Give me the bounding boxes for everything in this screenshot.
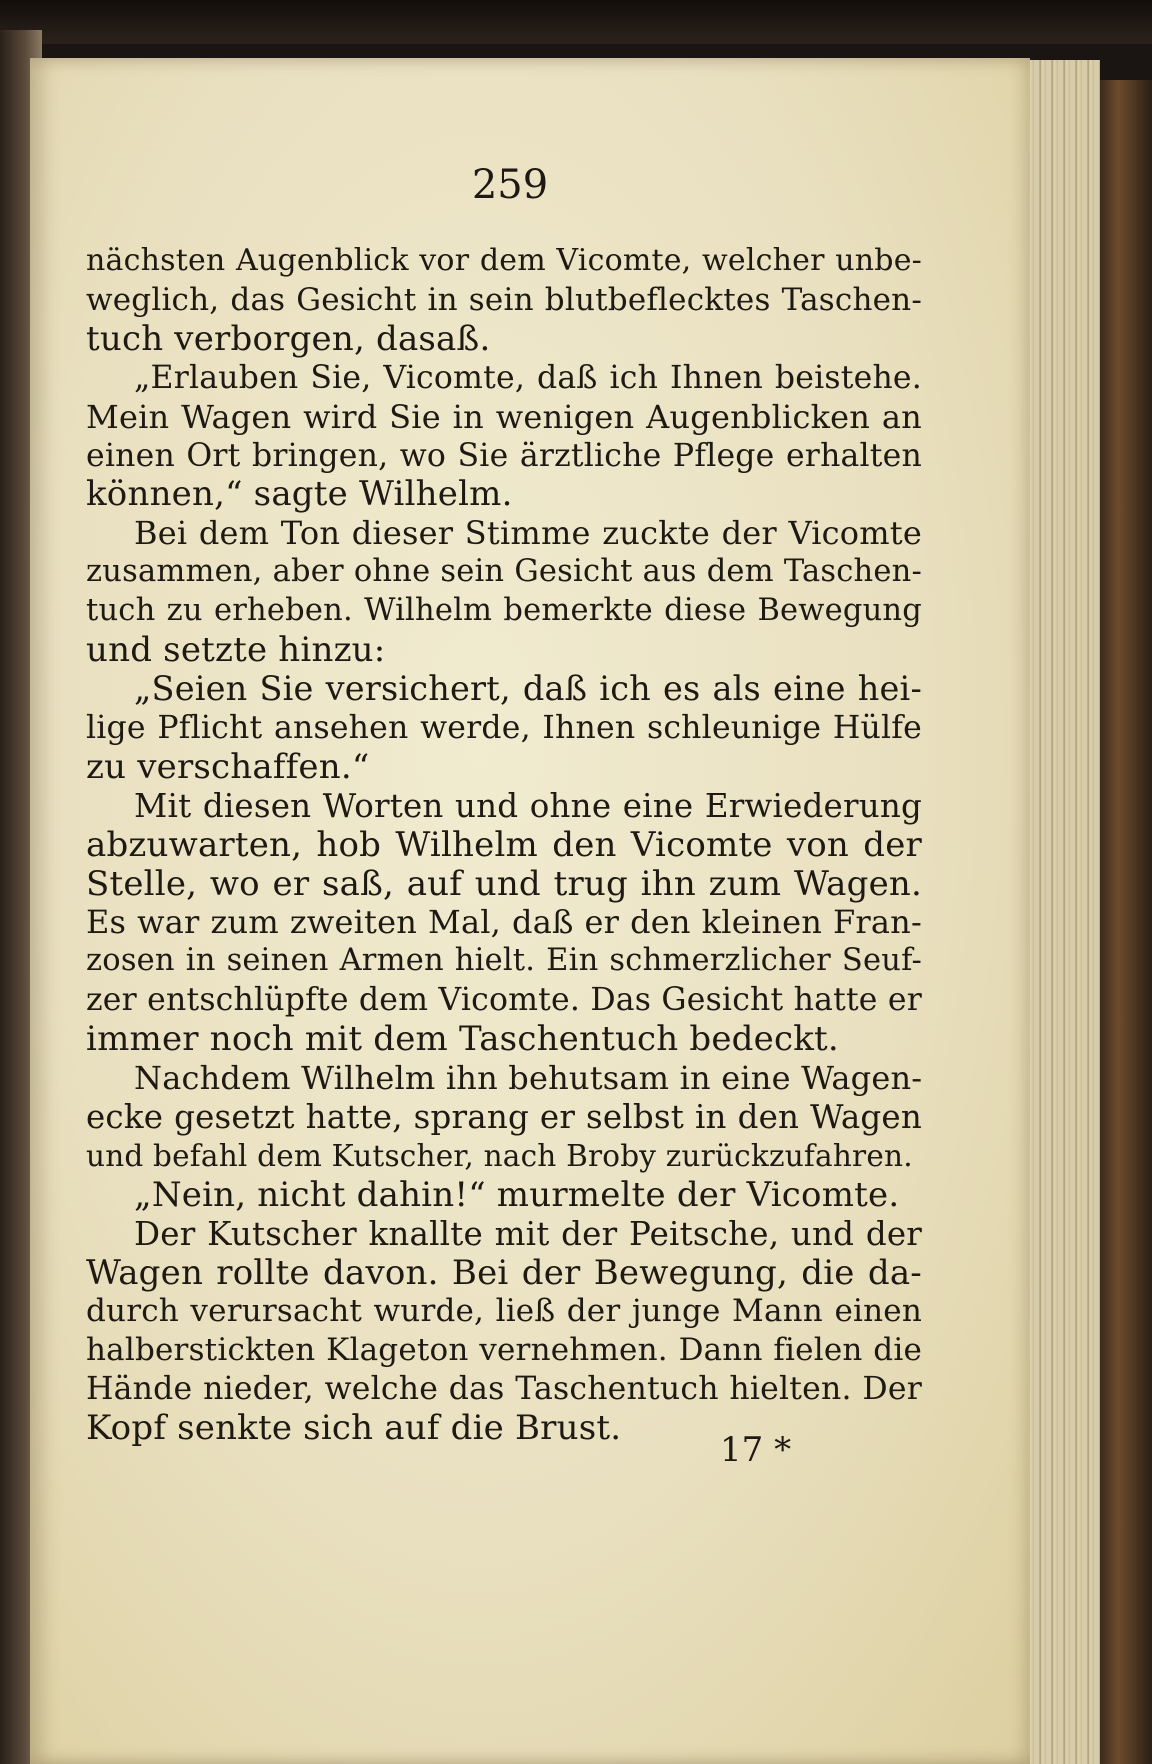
text-line: tuch zu erheben. Wilhelm bemerkte diese Bewegung [86,593,922,629]
text-line: Es war zum zweiten Mal, daß er den kleinen Fran- [86,903,922,942]
book-spine [1100,80,1152,1764]
text-line: immer noch mit dem Taschentuch bedeckt. [86,1019,839,1060]
text-line: „Nein, nicht dahin!“ murmelte der Vicomte. [134,1174,900,1215]
text-line: Mit diesen Worten und ohne eine Erwiederung [134,786,922,825]
text-line: Stelle, wo er saß, auf und trug ihn zum Wagen. [86,863,922,904]
text-line: Nachdem Wilhelm ihn behutsam in eine Wagen- [134,1059,923,1098]
text-line: zosen in seinen Armen hielt. Ein schmerzlicher Seuf- [86,943,922,979]
page-number: 259 [471,162,549,208]
text-line: Wagen rollte davon. Bei der Bewegung, die da- [86,1252,922,1293]
background-edge [0,0,1152,44]
signature-mark: 17 * [720,1430,792,1470]
text-line: Hände nieder, welche das Taschentuch hielten. Der [86,1371,922,1408]
text-line: und befahl dem Kutscher, nach Broby zurückzufahren. [86,1138,913,1173]
text-line: Mein Wagen wird Sie in wenigen Augenblicken an [86,397,922,436]
text-line: „Erlauben Sie, Vicomte, daß ich Ihnen beistehe. [134,359,922,396]
text-line: Der Kutscher knallte mit der Peitsche, und der [134,1214,922,1253]
text-line: lige Pflicht ansehen werde, Ihnen schleunige Hülfe [86,709,922,746]
text-line: zu verschaffen.“ [86,746,370,787]
text-line: abzuwarten, hob Wilhelm den Vicomte von der [86,824,922,865]
book-page [30,58,1030,1764]
text-line: halberstickten Klageton vernehmen. Dann fielen die [86,1332,922,1369]
text-line: zer entschlüpfte dem Vicomte. Das Gesicht hatte er [86,982,922,1019]
text-line: einen Ort bringen, wo Sie ärztliche Pflege erhalten [86,437,922,474]
text-line: weglich, das Gesicht in sein blutbeflecktes Taschen- [86,281,922,318]
text-line: können,“ sagte Wilhelm. [86,474,513,515]
text-line: tuch verborgen, dasaß. [86,318,491,359]
text-line: ecke gesetzt hatte, sprang er selbst in den Wagen [86,1097,922,1136]
text-line: „Seien Sie versichert, daß ich es als eine hei- [134,668,922,708]
text-line: Kopf senkte sich auf die Brust. [86,1408,622,1449]
text-line: nächsten Augenblick vor dem Vicomte, welcher unbe- [86,243,922,278]
text-line: zusammen, aber ohne sein Gesicht aus dem Taschen- [86,554,922,590]
body-text [86,242,922,1448]
text-line: und setzte hinzu: [86,630,386,671]
text-line: Bei dem Ton dieser Stimme zuckte der Vicomte [134,514,922,553]
text-line: durch verursacht wurde, ließ der junge Mann einen [86,1293,922,1330]
